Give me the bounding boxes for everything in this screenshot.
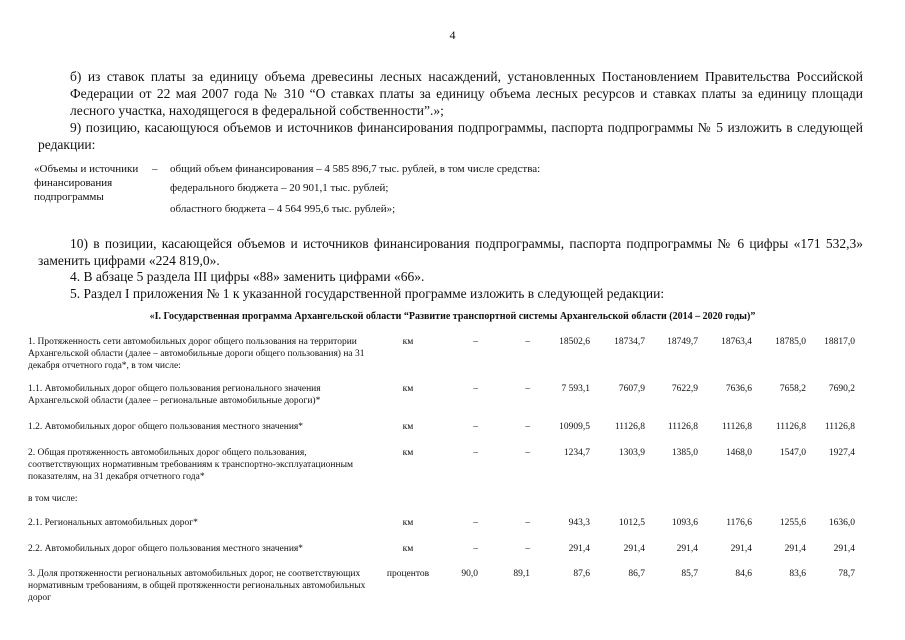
passport-line-federal: федерального бюджета – 20 901,1 тыс. рублей; [170, 182, 389, 194]
indicator-value: 83,6 [789, 569, 806, 579]
indicator-value: 1468,0 [725, 448, 752, 458]
indicator-name: 3. Доля протяженности региональных автомобильных дорог, не соответствующих нормативным требованиям, в общей протяженности региональных автомобильных дорог [28, 569, 366, 603]
indicator-value: 89,1 [513, 569, 530, 579]
indicator-unit: км [402, 544, 414, 554]
indicator-value: 18763,4 [721, 337, 752, 347]
indicator-value: 85,7 [681, 569, 698, 579]
indicator-value: 18817,0 [824, 337, 855, 347]
indicator-value: 291,4 [623, 544, 645, 554]
indicator-name: 1.2. Автомобильных дорог общего пользования местного значения* [28, 422, 304, 432]
indicator-value: 84,6 [735, 569, 752, 579]
indicator-value: 7607,9 [618, 384, 645, 394]
indicator-value: – [473, 544, 478, 554]
indicator-value: 11126,8 [775, 422, 806, 432]
indicator-value: 11126,8 [824, 422, 855, 432]
indicator-value: – [525, 384, 530, 394]
indicator-value: – [525, 448, 530, 458]
indicator-value: 18734,7 [614, 337, 645, 347]
indicator-value: 7658,2 [779, 384, 806, 394]
indicator-unit: км [402, 337, 414, 347]
indicator-name: в том числе: [28, 494, 78, 504]
indicator-name: 2. Общая протяженность автомобильных дорог общего пользования, соответствующих нормативным требованиям к транспортно-эксплуатационным показателям, на 31 декабря отчетного года* [28, 448, 353, 482]
passport-label: «Объемы и источники финансирования подпрограммы [34, 163, 139, 203]
indicator-value: 291,4 [784, 544, 806, 554]
indicator-value: 1093,6 [671, 518, 698, 528]
indicator-value: 90,0 [461, 569, 478, 579]
indicator-name: 2.2. Автомобильных дорог общего пользования местного значения* [28, 544, 304, 554]
indicator-value: 1012,5 [618, 518, 645, 528]
section-title: «I. Государственная программа Архангельской области “Развитие транспортной системы Архангельской области (2014 – 2020 годы)” [149, 311, 756, 322]
indicator-value: 86,7 [628, 569, 645, 579]
indicator-value: 1547,0 [779, 448, 806, 458]
indicator-value: 18785,0 [775, 337, 806, 347]
indicator-value: – [525, 518, 530, 528]
indicator-unit: км [402, 422, 414, 432]
amendment-5: 5. Раздел I приложения № 1 к указанной государственной программе изложить в следующей редакции: [70, 286, 665, 301]
indicator-value: 291,4 [676, 544, 698, 554]
indicator-value: 87,6 [573, 569, 590, 579]
indicator-value: – [473, 337, 478, 347]
indicator-value: 1385,0 [671, 448, 698, 458]
indicator-unit: процентов [386, 569, 430, 579]
indicator-value: 1255,6 [779, 518, 806, 528]
indicator-name: 1.1. Автомобильных дорог общего пользования регионального значения Архангельской области (далее – региональные автомобильные дороги)* [28, 384, 321, 406]
indicator-value: 7636,6 [725, 384, 752, 394]
indicator-value: 7690,2 [828, 384, 855, 394]
indicator-value: – [525, 544, 530, 554]
indicator-unit: км [402, 518, 414, 528]
indicator-value: – [525, 422, 530, 432]
indicator-value: 1303,9 [618, 448, 645, 458]
paragraph-b: б) из ставок платы за единицу объема древесины лесных насаждений, установленных Постановлением Правительства Российской Федерации от 22 мая 2007 года № 310 “О ставках платы за единицу объема лесных ресурсов и ставках платы за единицу площади лесного участка, находящегося в федеральной собственности”.»; [70, 69, 863, 118]
amendment-10: 10) в позиции, касающейся объемов и источников финансирования подпрограммы, паспорта подпрограммы № 6 цифры «171 532,3» заменить цифрами «224 819,0». [38, 236, 863, 268]
indicator-value: 1927,4 [828, 448, 855, 458]
passport-line-regional: областного бюджета – 4 564 995,6 тыс. рублей»; [170, 203, 396, 215]
indicator-value: 11126,8 [614, 422, 645, 432]
indicator-value: – [473, 518, 478, 528]
passport-line-total: общий объем финансирования – 4 585 896,7 тыс. рублей, в том числе средства: [170, 163, 541, 175]
page-number: 4 [449, 28, 456, 42]
indicator-value: 1636,0 [828, 518, 855, 528]
indicator-value: 10909,5 [559, 422, 590, 432]
indicator-value: 1234,7 [563, 448, 590, 458]
paragraph-9: 9) позицию, касающуюся объемов и источников финансирования подпрограммы, паспорта подпрограммы № 5 изложить в следующей редакции: [38, 120, 863, 152]
indicator-value: 943,3 [568, 518, 590, 528]
indicator-unit: км [402, 384, 414, 394]
indicator-value: 7 593,1 [561, 384, 590, 394]
indicator-value: 78,7 [838, 569, 855, 579]
indicator-value: 291,4 [568, 544, 590, 554]
indicator-value: – [525, 337, 530, 347]
indicator-value: 291,4 [730, 544, 752, 554]
indicator-value: – [473, 448, 478, 458]
indicator-value: 11126,8 [667, 422, 698, 432]
indicator-value: 291,4 [833, 544, 855, 554]
indicator-value: 7622,9 [671, 384, 698, 394]
indicator-value: 1176,6 [726, 518, 752, 528]
indicator-unit: км [402, 448, 414, 458]
indicator-value: 18502,6 [559, 337, 590, 347]
passport-dash: – [152, 163, 158, 175]
indicator-value: 18749,7 [667, 337, 698, 347]
indicator-name: 1. Протяженность сети автомобильных дорог общего пользования на территории Архангельской области (далее – автомобильные дороги общего пользования) на 31 декабря отчетного года*, в том числе: [28, 337, 365, 371]
indicator-value: – [473, 422, 478, 432]
amendment-4: 4. В абзаце 5 раздела III цифры «88» заменить цифрами «66». [70, 269, 425, 284]
indicator-value: – [473, 384, 478, 394]
indicator-name: 2.1. Региональных автомобильных дорог* [28, 518, 198, 528]
indicator-value: 11126,8 [721, 422, 752, 432]
